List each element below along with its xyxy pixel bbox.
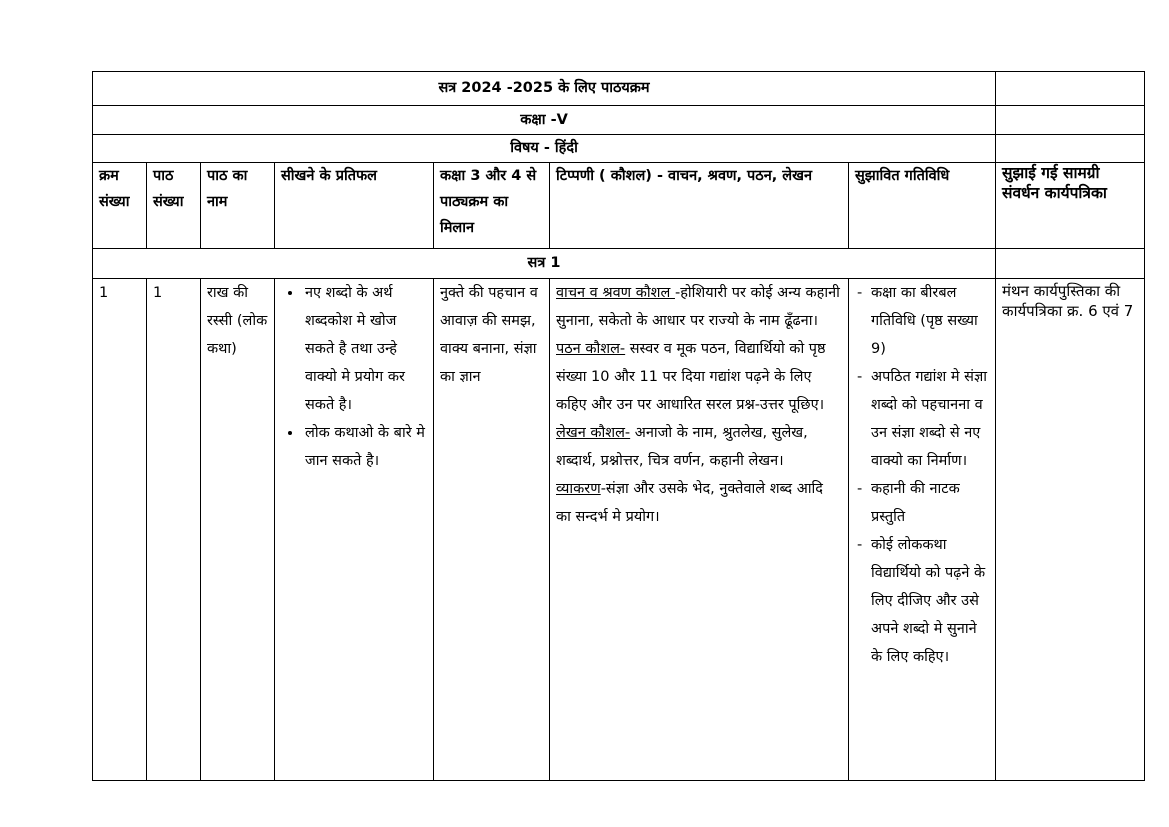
cell-path-sankhya: 1 (147, 279, 201, 781)
tippani-para-vachan (556, 279, 842, 335)
cell-path-naam: राख की रस्सी (लोक कथा) (201, 279, 275, 781)
cell-kram: 1 (93, 279, 147, 781)
tippani-text-pathan: सस्वर व मूक पठन, विद्यार्थियो को पृष्ठ संख्या 10 और 11 पर दिया गद्यांश पढ़ने के लिए कहिए और उन पर आधारित सरल प्रश्न-उत्तर पूछिए। (556, 341, 826, 413)
header-path-sankhya: पाठ संख्या (147, 163, 201, 249)
gatividhi-list (855, 279, 989, 671)
gatividhi-item: - अपठित गद्यांश मे संज्ञा शब्दो को पहचानना व उन संज्ञा शब्दो से नए वाक्यो का निर्माण। (871, 363, 989, 475)
session-title: सत्र 2024 -2025 के लिए पाठयक्रम (93, 72, 996, 106)
subject-row (93, 135, 1145, 163)
term-row (93, 249, 1145, 279)
cell-milan: नुक्ते की पहचान व आवाज़ की समझ, वाक्य बनाना, संज्ञा का ज्ञान (434, 279, 550, 781)
cell-samagri: मंथन कार्यपुस्तिका की कार्यपत्रिका क्र. 6 एवं 7 (996, 279, 1145, 781)
cell-tippani (550, 279, 849, 781)
syllabus-table (92, 71, 1145, 781)
pratifal-item: • नए शब्दो के अर्थ शब्दकोश मे खोज सकते है तथा उन्हे वाक्यो मे प्रयोग कर सकते है। (303, 279, 427, 419)
gatividhi-item: - कोई लोककथा विद्यार्थियो को पढ़ने के लिए दीजिए और उसे अपने शब्दो मे सुनाने के लिए कहिए। (871, 531, 989, 671)
tippani-text-lekhan: अनाजो के नाम, श्रुतलेख, सुलेख, शब्दार्थ, प्रश्नोत्तर, चित्र वर्णन, कहानी लेखन। (556, 425, 808, 469)
header-gatividhi: सुझावित गतिविधि (849, 163, 996, 249)
class-title: कक्षा -V (93, 106, 996, 135)
class-row (93, 106, 1145, 135)
pratifal-list (281, 279, 427, 475)
header-pratifal: सीखने के प्रतिफल (275, 163, 434, 249)
title-row (93, 72, 1145, 106)
gatividhi-item: - कहानी की नाटक प्रस्तुति (871, 475, 989, 531)
title-row-blank-cell (996, 72, 1145, 106)
header-tippani: टिप्पणी ( कौशल) - वाचन, श्रवण, पठन, लेखन (550, 163, 849, 249)
cell-gatividhi (849, 279, 996, 781)
class-row-blank-cell (996, 106, 1145, 135)
tippani-label-vyakaran: व्याकरण (556, 481, 601, 497)
term-row-blank-cell (996, 249, 1145, 279)
tippani-label-pathan: पठन कौशल- (556, 341, 626, 357)
tippani-para-vyakaran (556, 475, 842, 531)
subject-row-blank-cell (996, 135, 1145, 163)
tippani-label-lekhan: लेखन कौशल- (556, 425, 631, 441)
term-title: सत्र 1 (93, 249, 996, 279)
tippani-label-vachan: वाचन व श्रवण कौशल (556, 285, 675, 301)
header-path-naam: पाठ का नाम (201, 163, 275, 249)
header-kram: क्रम संख्या (93, 163, 147, 249)
gatividhi-item: - कक्षा का बीरबल गतिविधि (पृष्ठ सख्या 9) (871, 279, 989, 363)
header-samagri: सुझाई गई सामग्री संवर्धन कार्यपत्रिका (996, 163, 1145, 249)
lesson-row (93, 279, 1145, 781)
subject-title: विषय - हिंदी (93, 135, 996, 163)
tippani-para-pathan (556, 335, 842, 419)
header-row (93, 163, 1145, 249)
pratifal-item: • लोक कथाओ के बारे मे जान सकते है। (303, 419, 427, 475)
tippani-text-vachan: -होशियारी पर कोई अन्य कहानी सुनाना, सकेतो के आधार पर राज्यो के नाम ढूँढना। (556, 285, 840, 329)
cell-pratifal (275, 279, 434, 781)
tippani-text-vyakaran: -संज्ञा और उसके भेद, नुक्तेवाले शब्द आदि का सन्दर्भ मे प्रयोग। (556, 481, 823, 525)
header-milan: कक्षा 3 और 4 से पाठ्यक्रम का मिलान (434, 163, 550, 249)
tippani-para-lekhan (556, 419, 842, 475)
